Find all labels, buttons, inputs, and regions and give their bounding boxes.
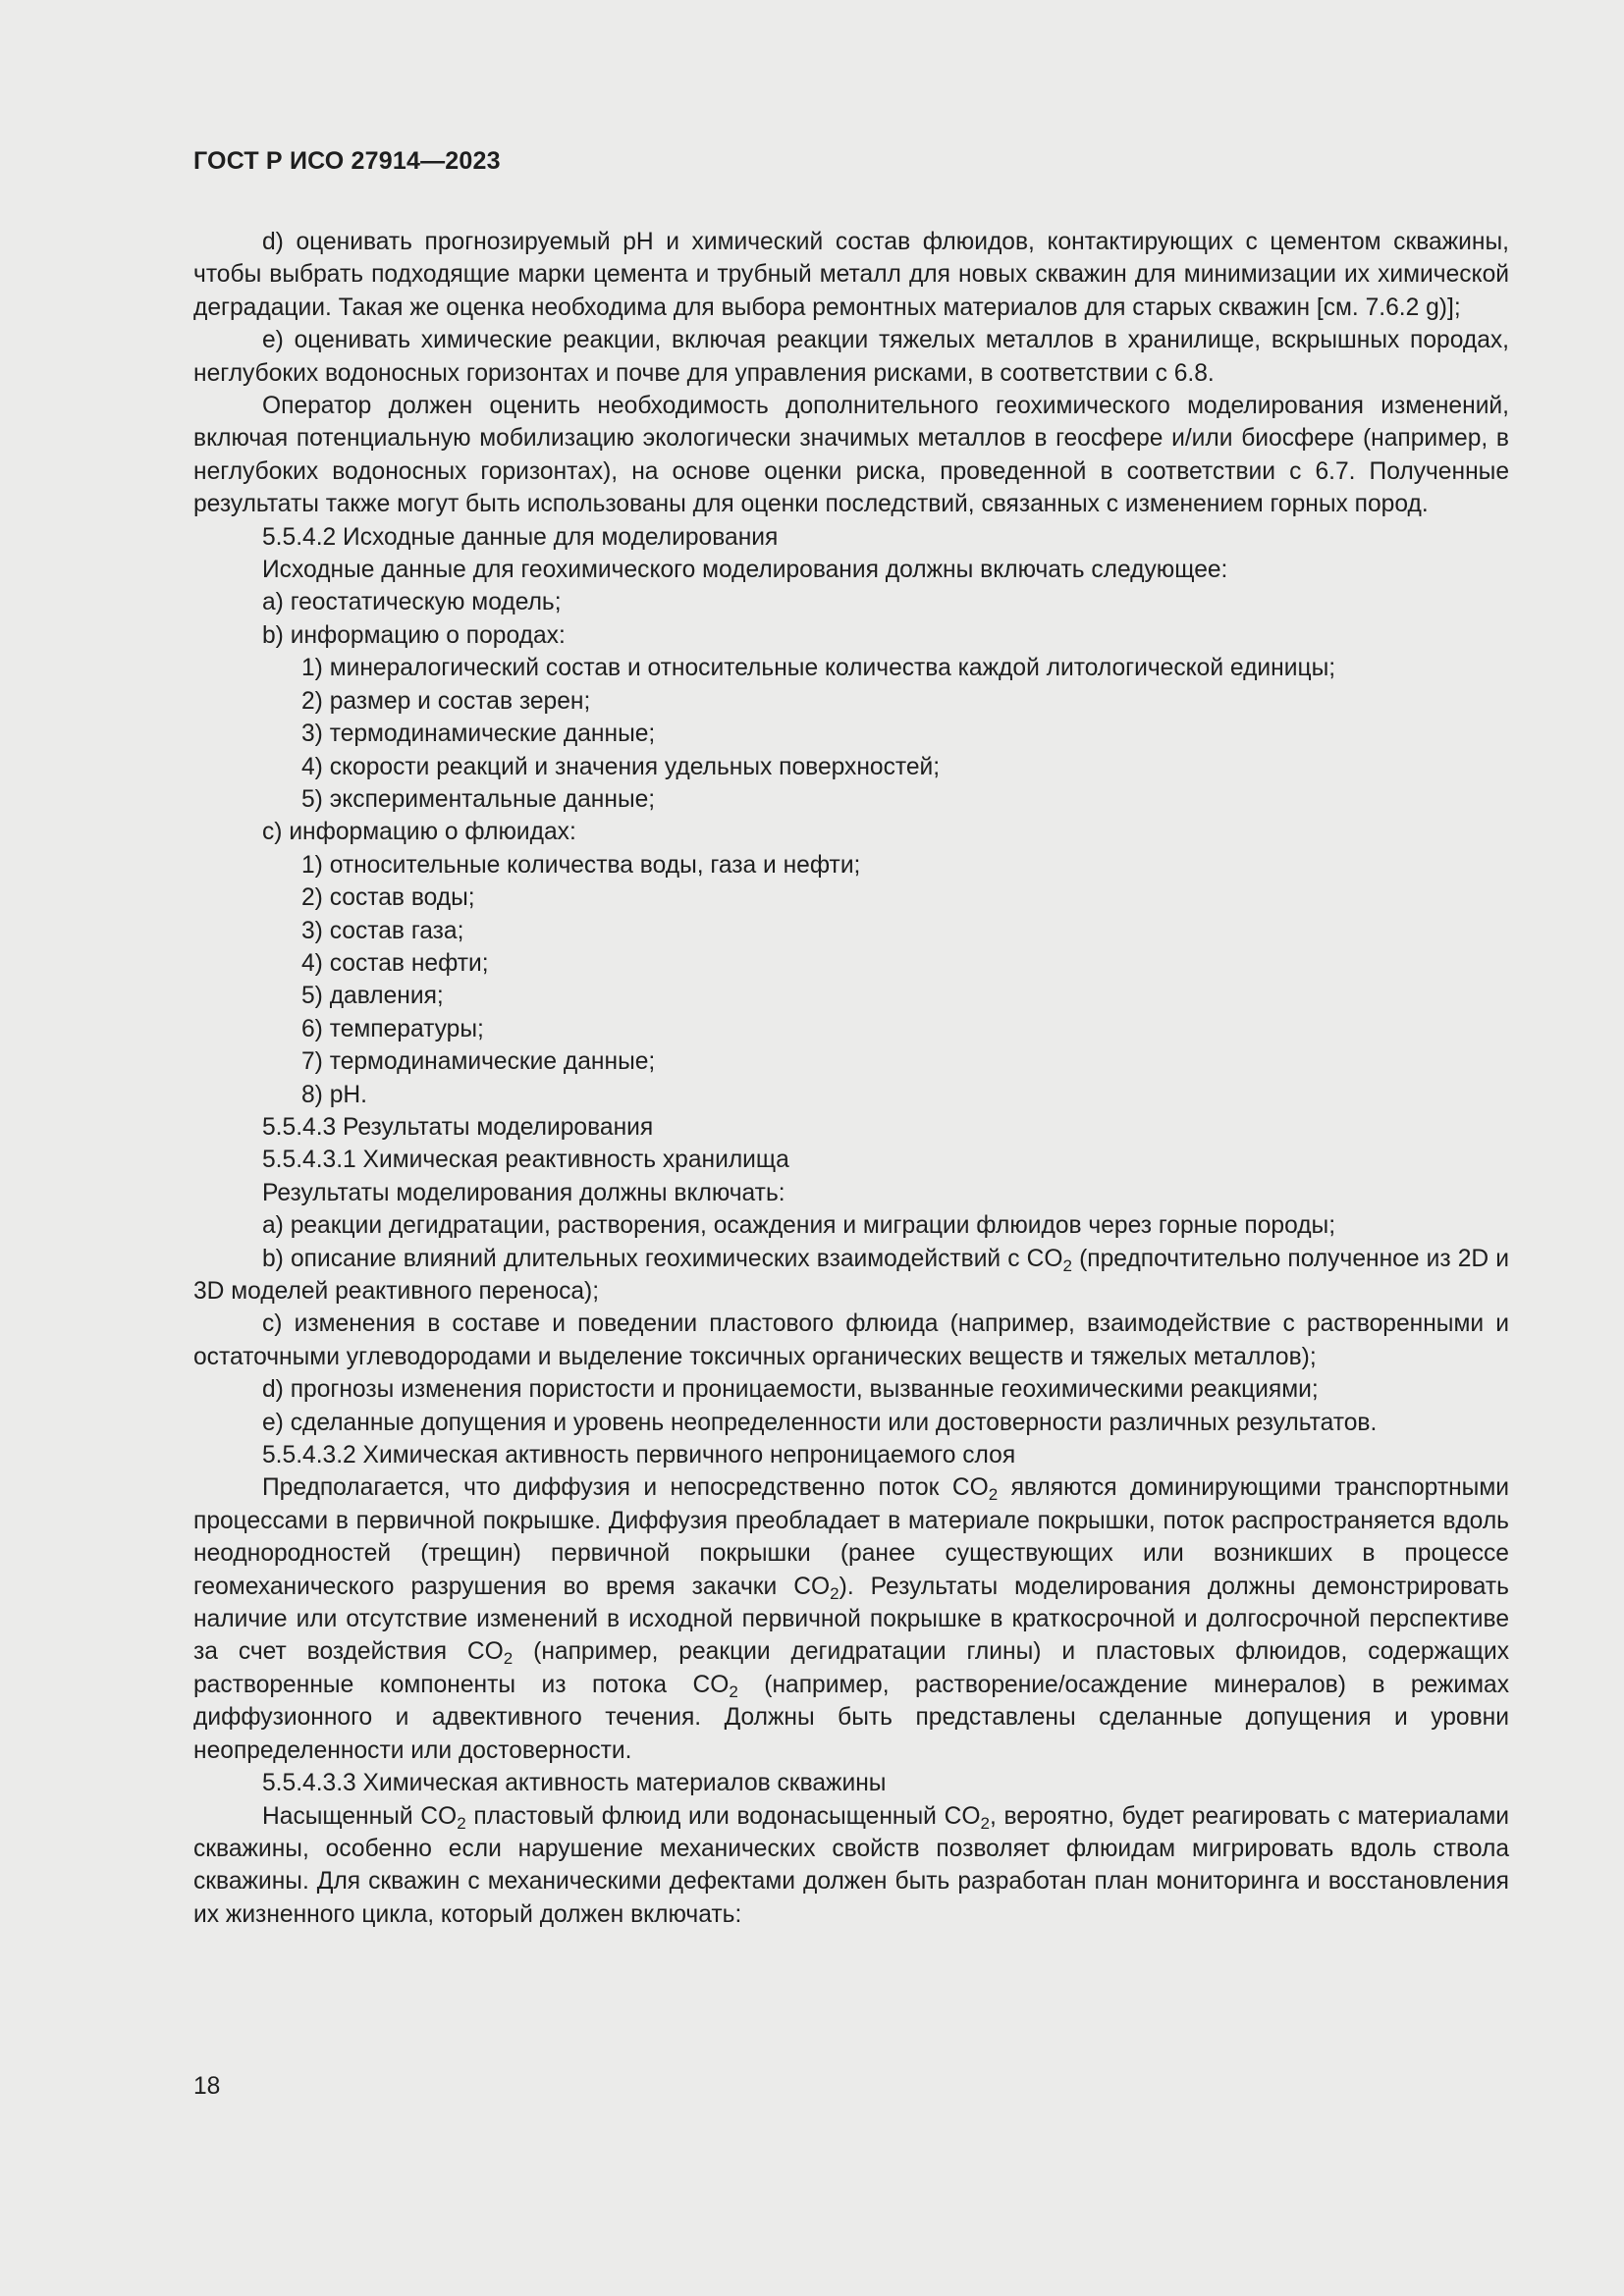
list-item: Исходные данные для геохимического моделирования должны включать следующее:: [262, 557, 1228, 584]
body-paragraph: e) сделанные допущения и уровень неопределенности или достоверности различных результатов.: [262, 1409, 1378, 1436]
body-paragraph: Предполагается, что диффузия и непосредственно поток $CO_2$ являются доминирующими транспортными процессами в первичной покрышке. Диффузия преобладает в материале покрышки, поток распространяется вдоль неоднородностей (трещин) первичной покрышки (ранее существующих или возникших в процессе геомеханического разрушения во время закачки $CO_2$). Результаты моделирования должны демонстрировать наличие или отсутствие изменений в исходной первичной покрышке в краткосрочной и долгосрочной перспективе за счет воздействия $CO_2$ (например, реакции дегидратации глины) и пластовых флюидов, содержащих растворенные компоненты из потока $CO_2$ (например, растворение/осаждение минералов) в режимах диффузионного и адвективного течения. Должны быть представлены сделанные допущения и уровни неопределенности или достоверности.: [193, 1474, 1510, 1764]
document-header: ГОСТ Р ИСО 27914—2023: [193, 147, 501, 175]
sub-list-item: 2) состав воды;: [301, 884, 475, 912]
body-paragraph: c) изменения в составе и поведении пластового флюида (например, взаимодействие с растворенными и остаточными углеводородами и выделение токсичных органических веществ и тяжелых металлов);: [193, 1310, 1509, 1370]
list-item: 5.5.4.2 Исходные данные для моделирования: [262, 523, 779, 551]
sub-list-item: 3) термодинамические данные;: [301, 721, 656, 748]
sub-list-item: 4) скорости реакций и значения удельных поверхностей;: [301, 753, 941, 780]
body-paragraph: b) описание влияний длительных геохимических взаимодействий с $CO_2$ (предпочтительно полученное из 2D и 3D моделей реактивного переноса);: [193, 1245, 1509, 1305]
list-item: 5.5.4.3 Результаты моделирования: [262, 1113, 654, 1141]
list-item: 5.5.4.3.2 Химическая активность первичного непроницаемого слоя: [262, 1442, 1016, 1469]
sub-list-item: 3) состав газа;: [301, 917, 464, 944]
sub-list-item: 7) термодинамические данные;: [301, 1048, 656, 1076]
list-item: b) информацию о породах:: [262, 621, 566, 649]
list-item: d) прогнозы изменения пористости и проницаемости, вызванные геохимическими реакциями;: [262, 1376, 1319, 1404]
list-item: a) геостатическую модель;: [262, 589, 562, 616]
list-item: 5.5.4.3.3 Химическая активность материалов скважины: [262, 1770, 887, 1797]
body-paragraph: Насыщенный $CO_2$ пластовый флюид или водонасыщенный $CO_2$, вероятно, будет реагировать с материалами скважины, особенно если нарушение механических свойств позволяет флюидам мигрировать вдоль ствола скважины. Для скважин с механическими дефектами должен быть разработан план мониторинга и восстановления их жизненного цикла, который должен включать:: [193, 1802, 1509, 1928]
page-number: 18: [193, 2073, 221, 2100]
list-item: Результаты моделирования должны включать:: [262, 1179, 785, 1206]
sub-list-item: 5) давления;: [301, 983, 444, 1010]
list-item: 5.5.4.3.1 Химическая реактивность хранилища: [262, 1147, 789, 1174]
sub-list-item: 5) экспериментальные данные;: [301, 785, 656, 813]
body-paragraph: Оператор должен оценить необходимость дополнительного геохимического моделирования изменений, включая потенциальную мобилизацию экологически значимых металлов в геосфере и/или биосфере (например, в неглубоких водоносных горизонтах), на основе оценки риска, проведенной в соответствии с 6.7. Полученные результаты также могут быть использованы для оценки последствий, связанных с изменением горных пород.: [193, 393, 1509, 518]
body-paragraph: e) оценивать химические реакции, включая реакции тяжелых металлов в хранилище, вскрышных породах, неглубоких водоносных горизонтах и почве для управления рисками, в соответствии с 6.8.: [193, 327, 1509, 387]
sub-list-item: 6) температуры;: [301, 1015, 484, 1042]
list-item: c) информацию о флюидах:: [262, 819, 576, 846]
body-paragraph: d) оценивать прогнозируемый pH и химический состав флюидов, контактирующих с цементом скважины, чтобы выбрать подходящие марки цемента и трубный металл для новых скважин для минимизации их химической деградации. Такая же оценка необходима для выбора ремонтных материалов для старых скважин [см. 7.6.2 g)];: [193, 229, 1509, 321]
sub-list-item: 2) размер и состав зерен;: [301, 687, 591, 715]
list-item: a) реакции дегидратации, растворения, осаждения и миграции флюидов через горные породы;: [262, 1212, 1336, 1240]
sub-list-item: 1) минералогический состав и относительные количества каждой литологической единицы;: [301, 655, 1336, 682]
document-body: [193, 226, 1509, 1931]
sub-list-item: 1) относительные количества воды, газа и нефти;: [301, 851, 861, 879]
sub-list-item: 8) pH.: [301, 1081, 367, 1108]
sub-list-item: 4) состав нефти;: [301, 949, 489, 977]
